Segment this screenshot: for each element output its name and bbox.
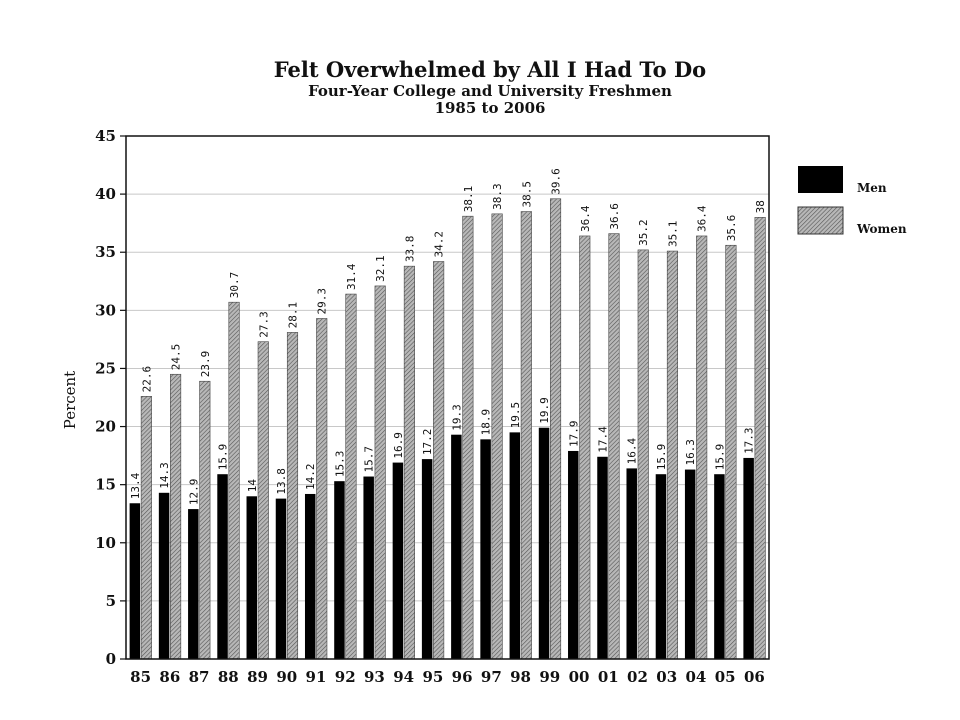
data-label-women: 35.6 — [724, 214, 738, 242]
data-label-men: 16.3 — [684, 439, 698, 466]
bar-women — [696, 236, 707, 659]
bar-men — [597, 457, 608, 659]
data-label-women: 30.7 — [228, 271, 242, 299]
data-label-men: 16.9 — [391, 432, 405, 459]
data-label-women: 38 — [754, 200, 768, 214]
x-tick-label: 00 — [568, 668, 590, 686]
x-tick-label: 03 — [656, 668, 678, 686]
data-label-women: 32.1 — [374, 255, 388, 282]
bar-women — [229, 302, 240, 659]
y-axis-label: Percent — [61, 370, 79, 430]
bar-men — [305, 494, 316, 659]
y-axis-ticks — [95, 127, 126, 668]
data-label-men: 15.9 — [713, 443, 727, 471]
y-tick-label: 30 — [95, 301, 116, 320]
bar-men — [685, 470, 696, 659]
y-tick-label: 40 — [95, 185, 116, 204]
data-label-women: 23.9 — [198, 350, 212, 378]
x-tick-label: 02 — [627, 668, 648, 686]
bar-women — [346, 294, 357, 659]
bar-women — [580, 236, 591, 659]
data-label-women: 38.3 — [491, 183, 505, 210]
data-label-women: 38.1 — [461, 185, 475, 213]
x-tick-label: 86 — [159, 668, 181, 686]
data-label-women: 27.3 — [257, 311, 271, 338]
legend-swatch-women — [798, 207, 843, 234]
bar-men — [656, 474, 667, 659]
data-label-men: 19.9 — [538, 397, 552, 424]
bar-men — [276, 499, 287, 659]
x-tick-label: 04 — [685, 668, 707, 686]
data-label-women: 35.2 — [637, 219, 651, 246]
bar-men — [159, 493, 170, 659]
bar-women — [375, 286, 386, 659]
bars — [130, 199, 766, 659]
bar-women — [433, 262, 444, 659]
data-label-men: 14.2 — [304, 463, 318, 490]
data-label-men: 15.3 — [333, 450, 347, 478]
bar-men — [334, 481, 345, 659]
y-tick-label: 20 — [95, 417, 116, 436]
bar-women — [463, 216, 474, 659]
data-label-women: 31.4 — [344, 263, 358, 291]
x-tick-label: 85 — [130, 668, 152, 686]
data-label-women: 35.1 — [666, 220, 680, 248]
bar-women — [316, 318, 327, 659]
x-tick-label: 90 — [276, 668, 298, 686]
bar-women — [638, 250, 649, 659]
y-tick-label: 15 — [95, 475, 116, 494]
data-label-men: 17.3 — [742, 427, 756, 454]
x-tick-label: 06 — [743, 668, 765, 686]
data-label-men: 17.9 — [567, 420, 581, 447]
y-tick-label: 5 — [105, 591, 116, 610]
bar-men — [130, 503, 141, 659]
x-tick-label: 98 — [510, 668, 532, 686]
y-tick-label: 45 — [95, 127, 116, 145]
bar-women — [200, 381, 211, 659]
bar-men — [363, 477, 374, 659]
y-tick-label: 0 — [105, 650, 116, 668]
bar-women — [550, 199, 561, 659]
data-label-women: 33.8 — [403, 235, 417, 263]
bar-men — [188, 509, 199, 659]
bar-men — [626, 468, 637, 659]
bar-women — [726, 245, 737, 659]
data-label-women: 38.5 — [520, 181, 534, 208]
bar-men — [714, 474, 725, 659]
bar-men — [217, 474, 228, 659]
data-label-men: 19.5 — [508, 401, 522, 429]
x-tick-label: 88 — [217, 668, 239, 686]
x-tick-label: 05 — [714, 668, 736, 686]
bar-women — [667, 251, 678, 659]
x-tick-label: 94 — [393, 668, 415, 686]
x-tick-label: 92 — [334, 668, 356, 686]
bar-women — [170, 374, 181, 659]
bar-women — [521, 212, 532, 659]
data-label-men: 17.4 — [596, 426, 610, 453]
data-label-men: 14 — [245, 479, 259, 493]
x-axis-ticks — [130, 668, 765, 686]
bar-men — [393, 463, 404, 659]
legend-swatch-men — [798, 166, 843, 193]
data-label-women: 36.4 — [578, 205, 592, 232]
data-label-women: 34.2 — [432, 231, 446, 258]
bar-women — [492, 214, 503, 659]
bar-men — [510, 432, 521, 659]
bar-women — [141, 396, 152, 659]
x-tick-label: 97 — [480, 668, 502, 686]
bar-men — [480, 439, 491, 659]
legend-label-women: Women — [857, 222, 907, 236]
chart-subtitle: Four-Year College and University Freshmen — [308, 82, 672, 100]
data-label-men: 15.9 — [216, 443, 230, 471]
y-tick-label: 35 — [95, 243, 116, 262]
bar-women — [609, 234, 620, 659]
data-label-women: 24.5 — [169, 343, 183, 371]
x-tick-label: 96 — [451, 668, 473, 686]
bar-women — [258, 342, 269, 659]
data-label-men: 12.9 — [187, 478, 201, 506]
x-tick-label: 87 — [188, 668, 210, 686]
bar-men — [568, 451, 579, 659]
x-tick-label: 99 — [539, 668, 561, 686]
bar-men — [451, 435, 462, 659]
data-label-men: 19.3 — [450, 404, 464, 431]
data-label-men: 13.4 — [128, 472, 142, 500]
data-label-men: 15.7 — [362, 446, 376, 473]
bar-women — [287, 332, 298, 659]
data-label-women: 39.6 — [549, 168, 563, 195]
legend-label-men: Men — [857, 181, 887, 195]
bar-men — [247, 496, 257, 659]
bar-men — [422, 459, 433, 659]
data-label-women: 22.6 — [140, 365, 154, 393]
bar-men — [539, 428, 550, 659]
data-label-men: 18.9 — [479, 408, 493, 436]
data-label-women: 29.3 — [315, 287, 329, 315]
chart-subtitle-years: 1985 to 2006 — [434, 99, 546, 117]
x-tick-label: 89 — [247, 668, 268, 686]
x-tick-label: 91 — [305, 668, 327, 686]
data-label-men: 17.2 — [421, 428, 435, 456]
y-tick-label: 10 — [95, 533, 116, 552]
bar-women — [755, 217, 766, 659]
data-label-women: 36.4 — [695, 205, 709, 232]
y-tick-label: 25 — [95, 359, 116, 378]
data-label-women: 36.6 — [608, 203, 621, 230]
data-label-men: 13.8 — [275, 468, 288, 495]
data-label-women: 28.1 — [286, 301, 300, 329]
x-tick-label: 95 — [422, 668, 444, 686]
x-tick-label: 01 — [597, 668, 619, 686]
legend — [798, 166, 907, 236]
bar-women — [404, 266, 415, 659]
data-label-men: 16.4 — [625, 437, 639, 465]
data-label-men: 15.9 — [654, 443, 668, 471]
bar-men — [743, 458, 754, 659]
chart-title: Felt Overwhelmed by All I Had To Do — [273, 57, 707, 82]
data-label-men: 14.3 — [158, 462, 172, 489]
x-tick-label: 93 — [363, 668, 385, 686]
